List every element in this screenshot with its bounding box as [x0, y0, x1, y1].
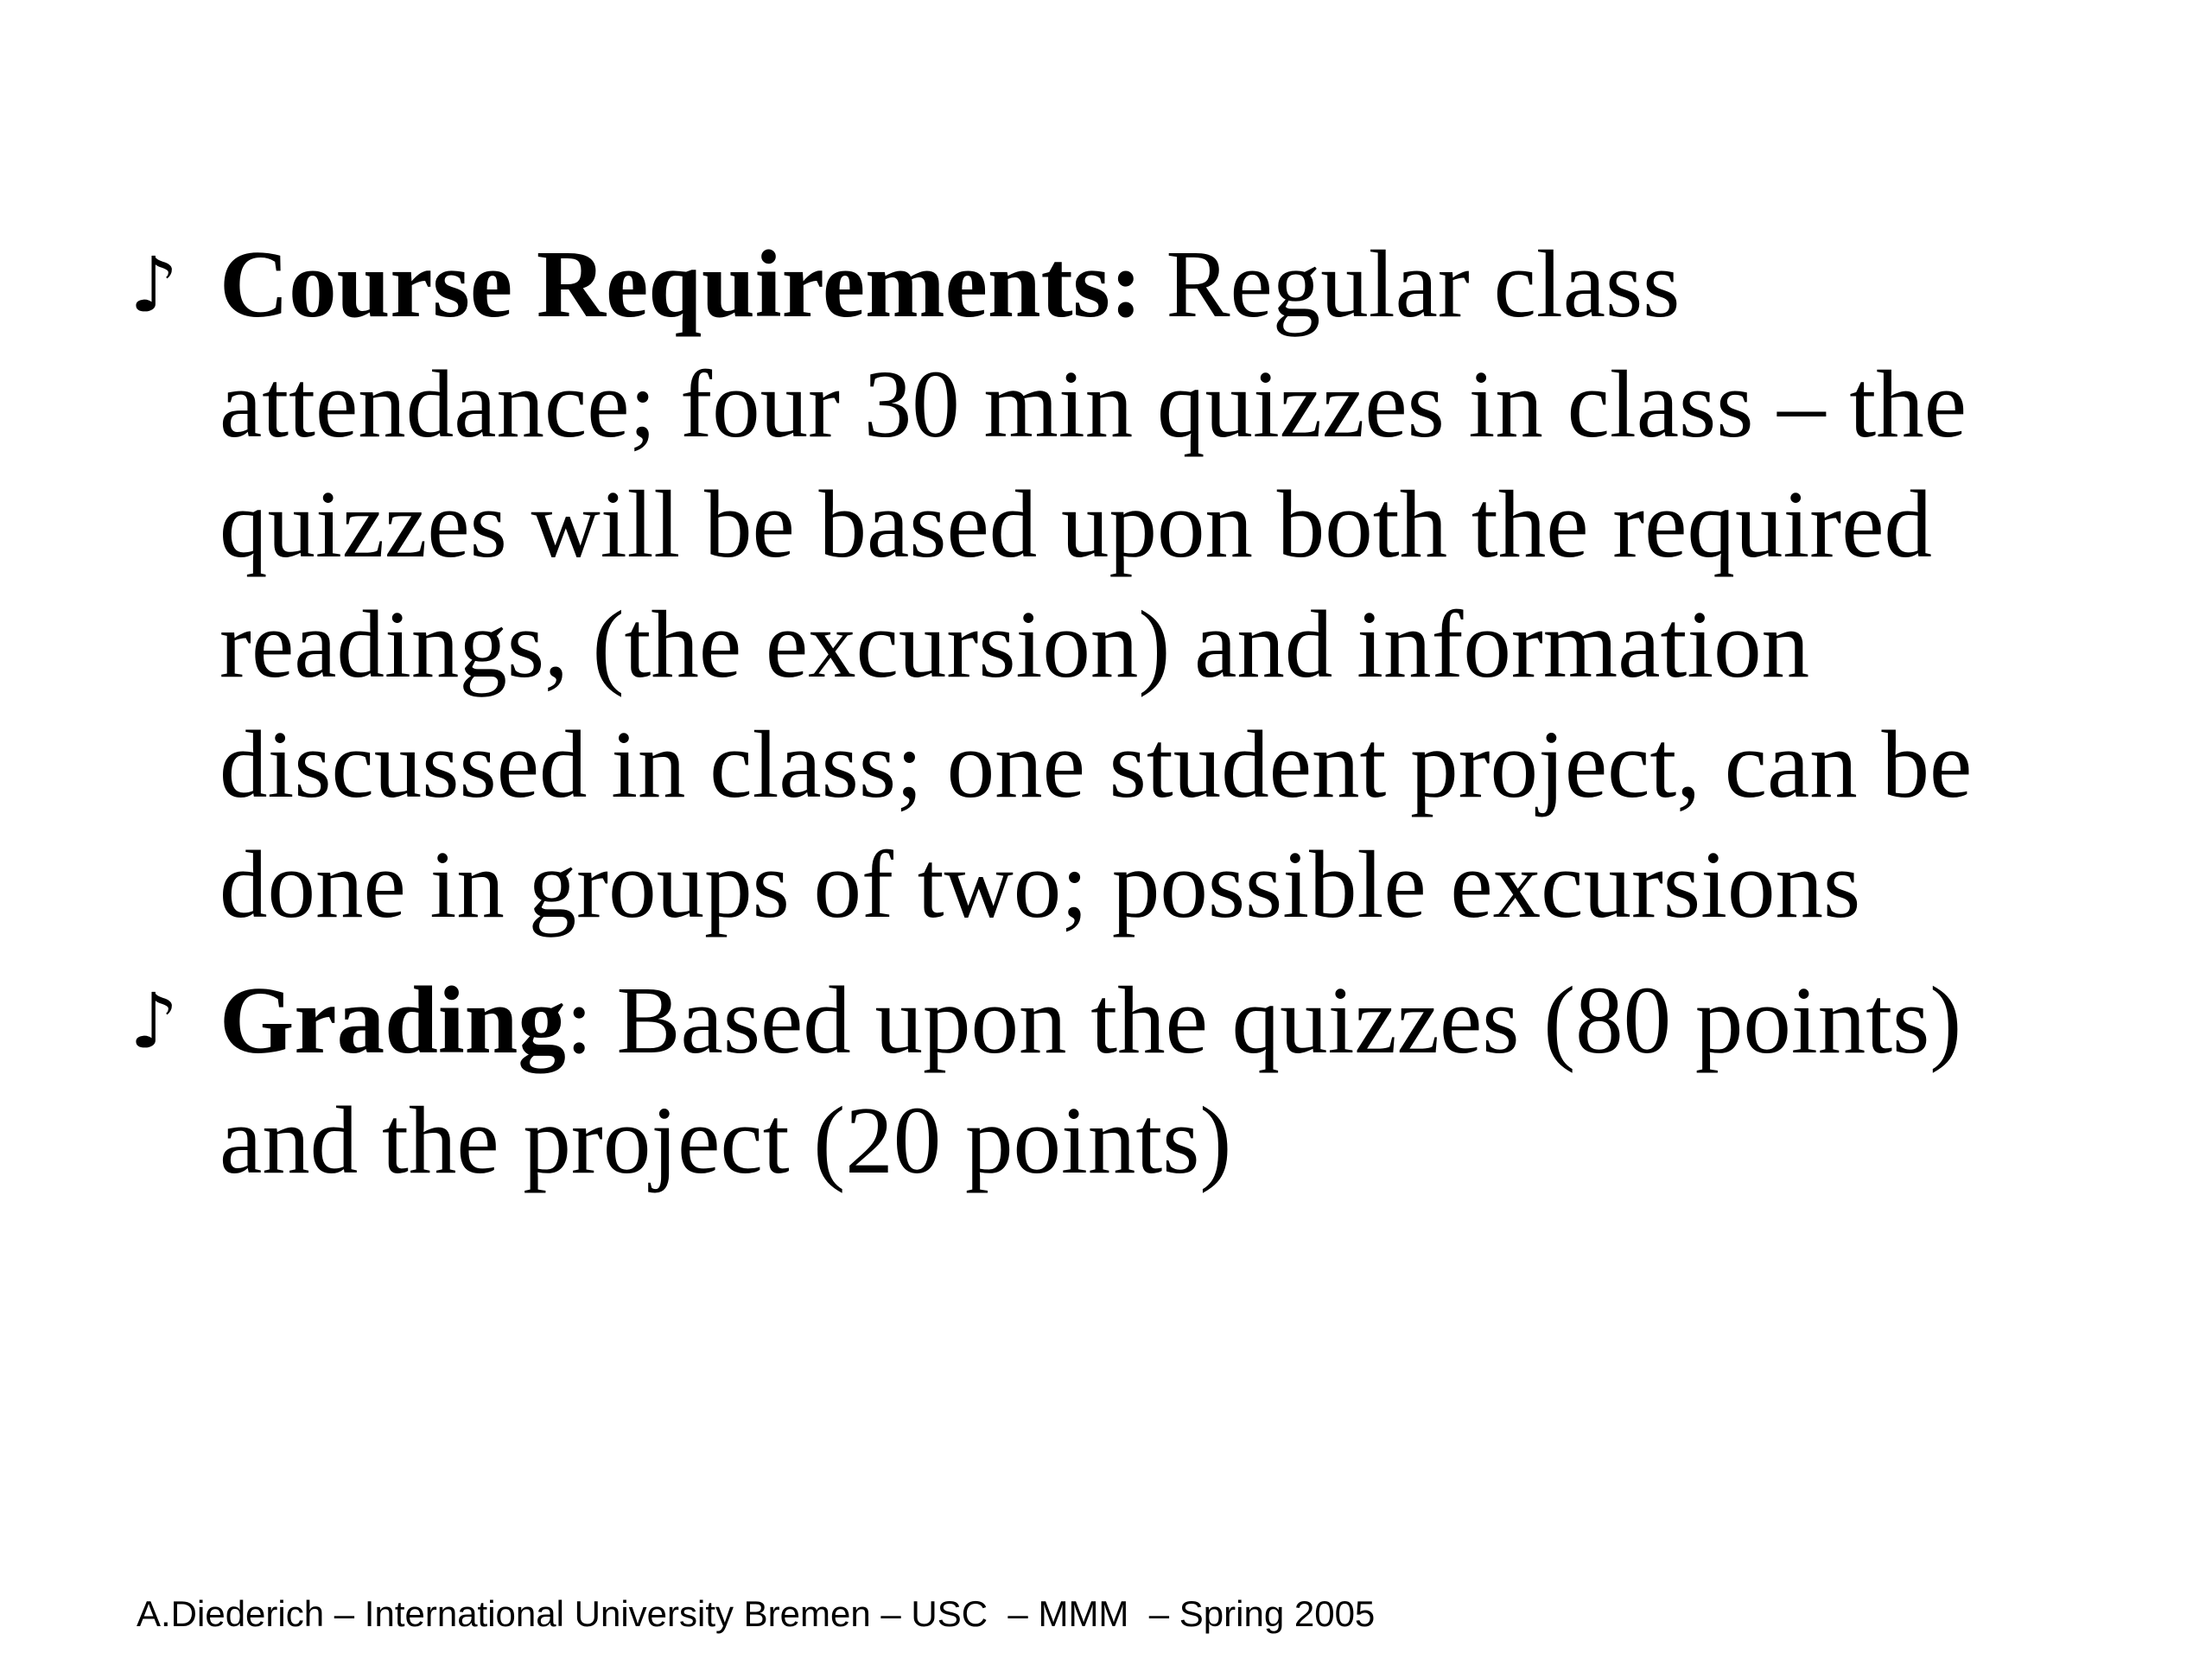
slide-footer: A.Diederich – International University Bremen – USC – MMM – Spring 2005 [137, 1593, 1376, 1634]
bullet-text: : Based upon the quizzes (80 points) and the project (20 points) [219, 968, 1962, 1194]
bullet-grading [130, 961, 2108, 1201]
bullet-text: Regular class attendance; four 30 min quizzes in class – the quizzes will be based upon both the required readings, (the excursion) and information discussed in class; one student project, can be done in groups of two; possible excursions [219, 232, 1973, 938]
bullet-course-requirements [130, 225, 2108, 945]
eighth-note-icon: ♪ [130, 976, 179, 1065]
bullet-heading: Course Requirements: [219, 232, 1142, 338]
bullet-heading: Grading [219, 968, 566, 1074]
eighth-note-icon: ♪ [130, 240, 179, 329]
slide-content [130, 225, 2108, 1201]
